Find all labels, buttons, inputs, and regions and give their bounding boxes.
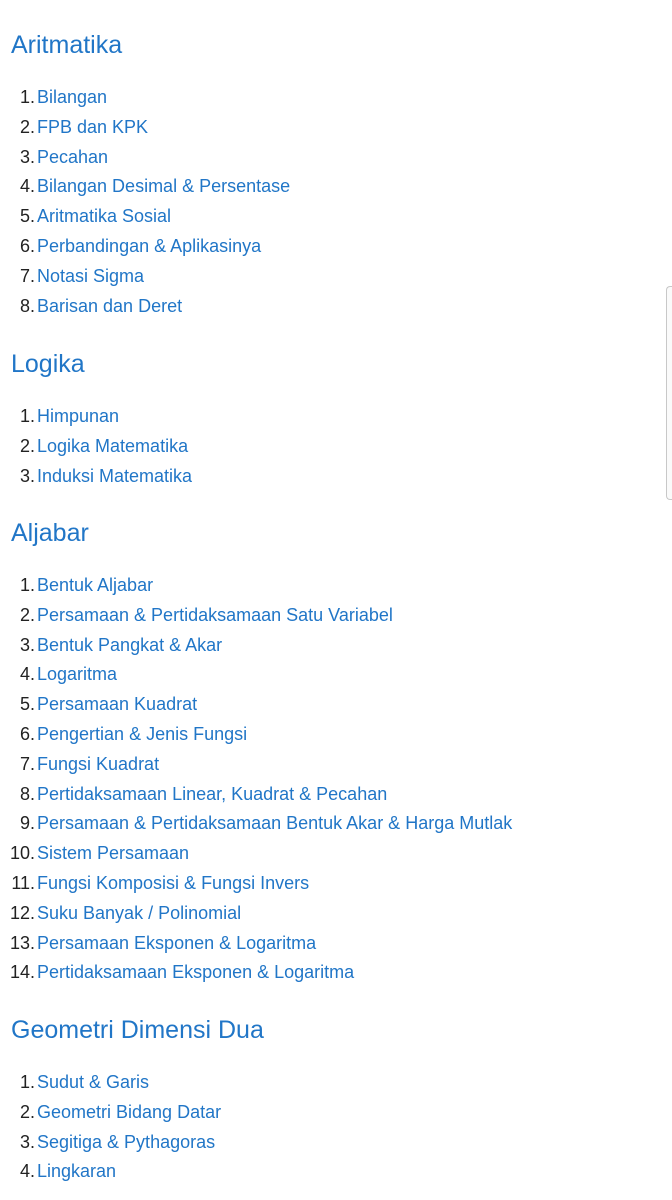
list-item-number: 3. bbox=[19, 1131, 35, 1152]
list-item bbox=[0, 262, 290, 292]
list-item bbox=[0, 143, 290, 173]
topic-link-lingkaran[interactable]: Lingkaran bbox=[37, 1161, 117, 1182]
topic-link-segitiga-and-pythagoras[interactable]: Segitiga & Pythagoras bbox=[37, 1131, 216, 1152]
list-item-number: 9. bbox=[19, 813, 35, 834]
topic-link-sistem-persamaan[interactable]: Sistem Persamaan bbox=[37, 843, 190, 864]
topic-link-persamaan-eksponen-and-logaritma[interactable]: Persamaan Eksponen & Logaritma bbox=[37, 932, 317, 953]
list-item bbox=[0, 172, 290, 202]
list-item-number: 1. bbox=[19, 1072, 35, 1092]
list-item bbox=[0, 83, 290, 113]
list-item bbox=[0, 869, 512, 899]
list-item-number: 7. bbox=[19, 753, 35, 774]
topic-link-pertidaksamaan-linear-kuadrat-and-pecahan[interactable]: Pertidaksamaan Linear, Kuadrat & Pecahan bbox=[37, 783, 388, 804]
list-item bbox=[0, 690, 512, 720]
list-item-number: 13. bbox=[9, 932, 35, 953]
list-item bbox=[0, 958, 512, 988]
list-item-number: 1. bbox=[19, 575, 35, 595]
list-item bbox=[0, 929, 512, 959]
list-item-number: 2. bbox=[19, 1101, 35, 1122]
list-item bbox=[0, 232, 290, 262]
list-item-number: 2. bbox=[19, 604, 35, 625]
list-item bbox=[0, 402, 192, 432]
topic-list bbox=[0, 571, 512, 988]
topic-link-aritmatika-sosial[interactable]: Aritmatika Sosial bbox=[37, 206, 172, 227]
topic-link-pengertian-and-jenis-fungsi[interactable]: Pengertian & Jenis Fungsi bbox=[37, 723, 248, 744]
list-item-number: 2. bbox=[19, 116, 35, 137]
list-item-number: 2. bbox=[19, 435, 35, 456]
topic-list bbox=[0, 1068, 221, 1187]
list-item bbox=[0, 660, 512, 690]
list-item-number: 10. bbox=[9, 843, 35, 864]
topic-link-perbandingan-and-aplikasinya[interactable]: Perbandingan & Aplikasinya bbox=[37, 235, 262, 256]
section-heading: Aritmatika bbox=[11, 31, 123, 59]
scrollbar-thumb[interactable] bbox=[666, 286, 672, 500]
list-item bbox=[0, 1068, 221, 1098]
list-item-number: 3. bbox=[19, 634, 35, 655]
list-item-number: 1. bbox=[19, 406, 35, 426]
list-item bbox=[0, 432, 192, 462]
topic-list bbox=[0, 402, 192, 491]
list-item bbox=[0, 202, 290, 232]
list-item bbox=[0, 780, 512, 810]
list-item bbox=[0, 839, 512, 869]
list-item-number: 6. bbox=[19, 723, 35, 744]
list-item-number: 5. bbox=[19, 694, 35, 715]
topic-link-bilangan[interactable]: Bilangan bbox=[37, 87, 108, 107]
list-item bbox=[0, 750, 512, 780]
topic-link-sudut-and-garis[interactable]: Sudut & Garis bbox=[37, 1072, 150, 1092]
list-item bbox=[0, 631, 512, 661]
list-item-number: 12. bbox=[9, 902, 35, 923]
topic-link-suku-banyak-polinomial[interactable]: Suku Banyak / Polinomial bbox=[37, 902, 242, 923]
list-item-number: 8. bbox=[19, 295, 35, 316]
list-item bbox=[0, 571, 512, 601]
topic-link-fpb-dan-kpk[interactable]: FPB dan KPK bbox=[37, 116, 149, 137]
list-item-number: 6. bbox=[19, 235, 35, 256]
list-item bbox=[0, 899, 512, 929]
list-item-number: 7. bbox=[19, 265, 35, 286]
section-heading: Logika bbox=[11, 350, 85, 378]
topic-link-notasi-sigma[interactable]: Notasi Sigma bbox=[37, 265, 145, 286]
topic-link-fungsi-komposisi-and-fungsi-invers[interactable]: Fungsi Komposisi & Fungsi Invers bbox=[37, 872, 310, 893]
topic-list bbox=[0, 83, 290, 321]
topic-link-fungsi-kuadrat[interactable]: Fungsi Kuadrat bbox=[37, 753, 160, 774]
list-item bbox=[0, 601, 512, 631]
topic-link-himpunan[interactable]: Himpunan bbox=[37, 406, 120, 426]
list-item-number: 3. bbox=[19, 465, 35, 486]
list-item-number: 3. bbox=[19, 146, 35, 167]
topic-link-barisan-dan-deret[interactable]: Barisan dan Deret bbox=[37, 295, 183, 316]
list-item bbox=[0, 113, 290, 143]
list-item-number: 1. bbox=[19, 87, 35, 107]
list-item bbox=[0, 720, 512, 750]
topic-link-induksi-matematika[interactable]: Induksi Matematika bbox=[37, 465, 193, 486]
list-item bbox=[0, 462, 192, 492]
list-item bbox=[0, 1098, 221, 1128]
topic-link-pertidaksamaan-eksponen-and-logaritma[interactable]: Pertidaksamaan Eksponen & Logaritma bbox=[37, 962, 355, 983]
list-item-number: 11. bbox=[11, 872, 35, 893]
list-item bbox=[0, 1128, 221, 1158]
topic-link-persamaan-kuadrat[interactable]: Persamaan Kuadrat bbox=[37, 694, 198, 715]
topic-link-geometri-bidang-datar[interactable]: Geometri Bidang Datar bbox=[37, 1101, 222, 1122]
list-item-number: 14. bbox=[9, 962, 35, 983]
topic-link-bentuk-aljabar[interactable]: Bentuk Aljabar bbox=[37, 575, 154, 595]
list-item bbox=[0, 809, 512, 839]
topic-link-bentuk-pangkat-and-akar[interactable]: Bentuk Pangkat & Akar bbox=[37, 634, 223, 655]
list-item bbox=[0, 292, 290, 322]
topic-link-persamaan-and-pertidaksamaan-satu-variabel[interactable]: Persamaan & Pertidaksamaan Satu Variabel bbox=[37, 604, 393, 625]
list-item-number: 5. bbox=[19, 206, 35, 227]
list-item-number: 8. bbox=[19, 783, 35, 804]
section-heading: Geometri Dimensi Dua bbox=[11, 1016, 264, 1044]
list-item bbox=[0, 1157, 221, 1187]
list-item-number: 4. bbox=[19, 664, 35, 685]
section-heading: Aljabar bbox=[11, 519, 89, 547]
topic-link-persamaan-and-pertidaksamaan-bentuk-akar-and-harga-mutlak[interactable]: Persamaan & Pertidaksamaan Bentuk Akar & Harga Mutlak bbox=[37, 813, 513, 834]
list-item-number: 4. bbox=[19, 1161, 35, 1182]
topic-link-bilangan-desimal-and-persentase[interactable]: Bilangan Desimal & Persentase bbox=[37, 176, 291, 197]
topic-link-pecahan[interactable]: Pecahan bbox=[37, 146, 109, 167]
list-item-number: 4. bbox=[19, 176, 35, 197]
topic-link-logaritma[interactable]: Logaritma bbox=[37, 664, 118, 685]
topic-link-logika-matematika[interactable]: Logika Matematika bbox=[37, 435, 189, 456]
